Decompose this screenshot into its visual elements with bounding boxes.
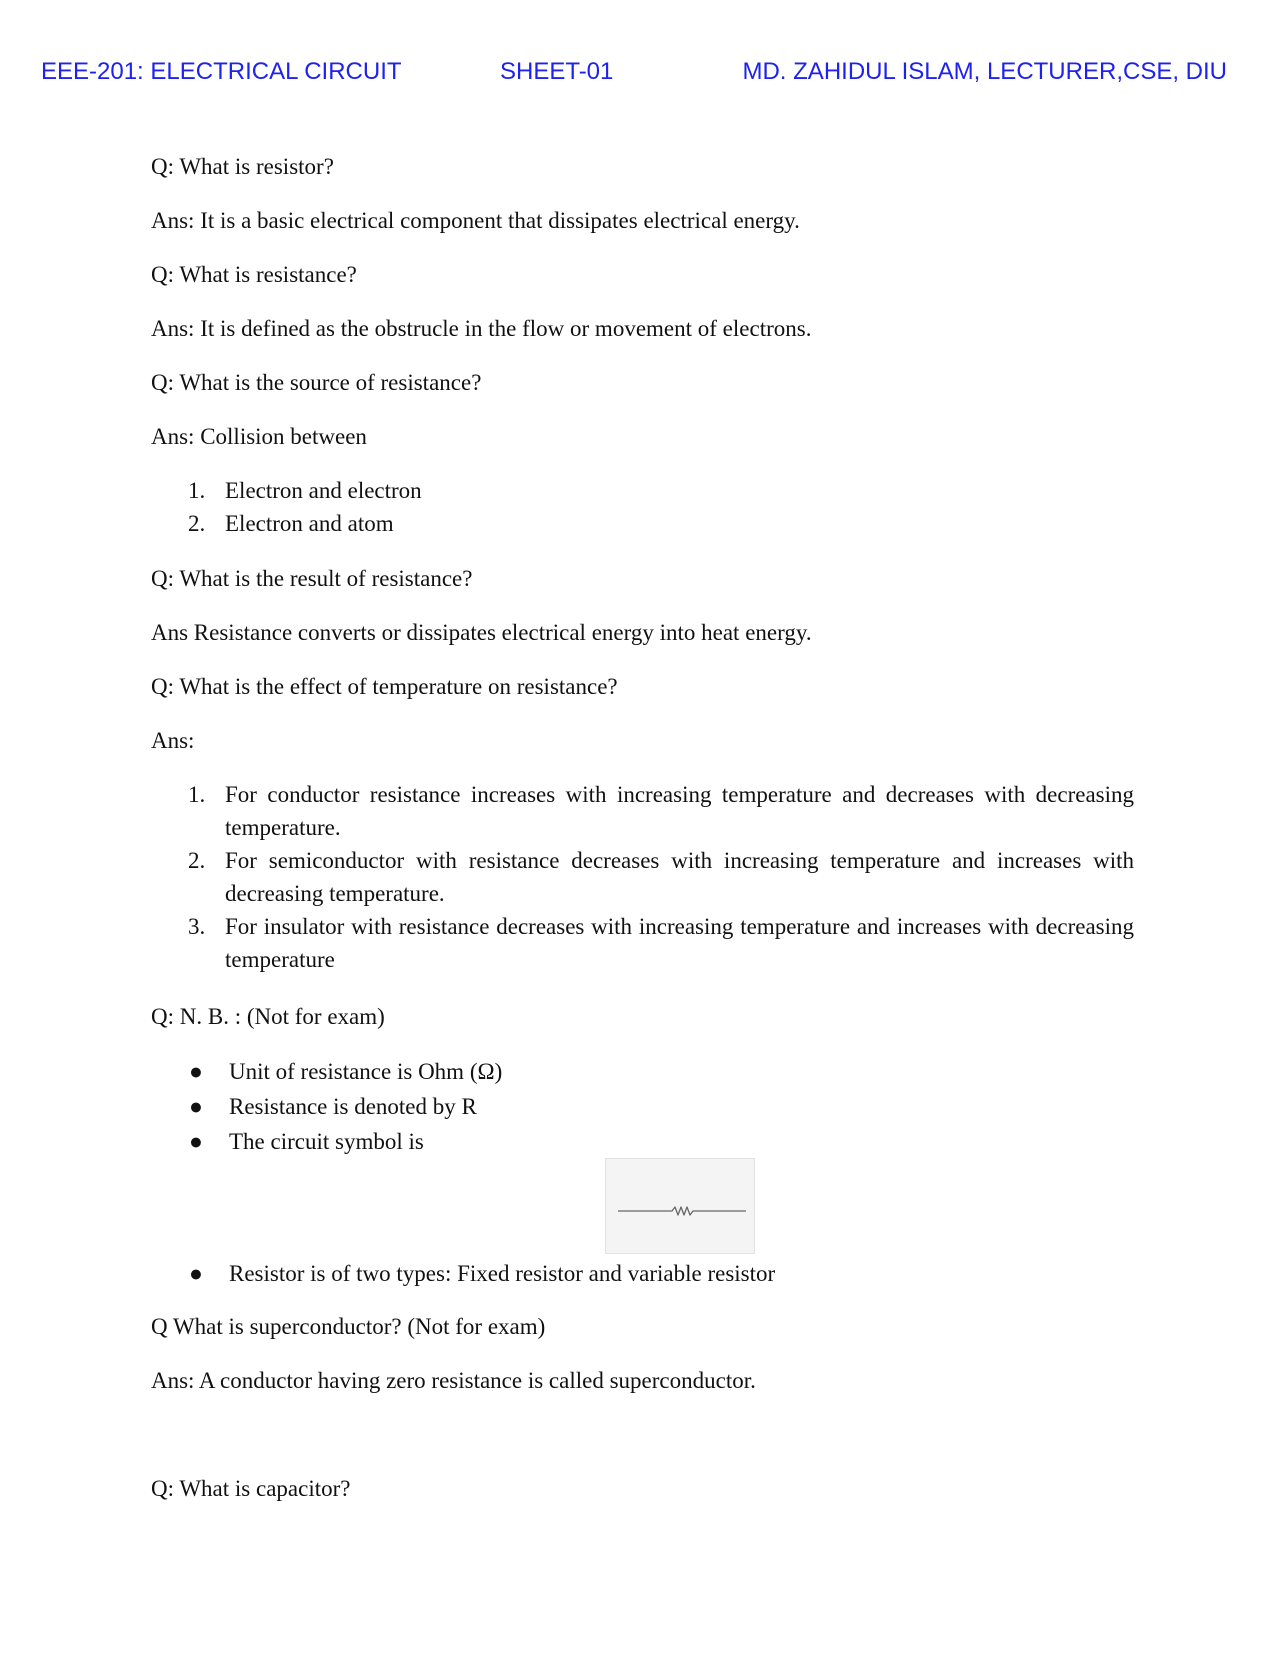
nb-list-continued xyxy=(188,1256,775,1291)
list-text: Electron and atom xyxy=(225,511,394,536)
list-number: 3. xyxy=(188,914,206,939)
nb-heading: Q: N. B. : (Not for exam) xyxy=(151,1004,385,1029)
bullet-text: The circuit symbol is xyxy=(229,1129,424,1154)
question-temperature: Q: What is the effect of temperature on resistance? xyxy=(151,674,618,699)
question-source: Q: What is the source of resistance? xyxy=(151,370,482,395)
course-title: EEE-201: ELECTRICAL CIRCUIT xyxy=(41,58,402,85)
list-item xyxy=(188,507,1134,540)
list-number: 2. xyxy=(188,848,206,873)
temperature-list xyxy=(188,778,1134,976)
answer-superconductor: Ans: A conductor having zero resistance is called superconductor. xyxy=(151,1368,756,1393)
resistor-symbol-image xyxy=(605,1158,755,1254)
page-header xyxy=(0,58,1280,94)
answer-resistance: Ans: It is defined as the obstrucle in the flow or movement of electrons. xyxy=(151,316,812,341)
list-item xyxy=(188,474,1134,507)
author-line: MD. ZAHIDUL ISLAM, LECTURER,CSE, DIU xyxy=(742,58,1227,85)
list-item xyxy=(188,778,1134,844)
answer-temperature-label: Ans: xyxy=(151,728,195,753)
bullet-text: Unit of resistance is Ohm (Ω) xyxy=(229,1059,503,1084)
question-resistor: Q: What is resistor? xyxy=(151,154,334,179)
question-capacitor: Q: What is capacitor? xyxy=(151,1476,351,1501)
bullet-icon: ● xyxy=(189,1261,203,1286)
list-text: For semiconductor with resistance decreases with increasing temperature and increases with decreasing temperature. xyxy=(225,848,1134,906)
source-list xyxy=(188,474,1134,540)
nb-list xyxy=(188,1054,502,1159)
answer-result: Ans Resistance converts or dissipates electrical energy into heat energy. xyxy=(151,620,812,645)
bullet-item xyxy=(188,1256,775,1291)
bullet-item xyxy=(188,1089,502,1124)
list-item xyxy=(188,844,1134,910)
answer-source: Ans: Collision between xyxy=(151,424,367,449)
list-item xyxy=(188,910,1134,976)
list-text: For conductor resistance increases with increasing temperature and decreases with decreasing temperature. xyxy=(225,782,1134,840)
resistor-symbol-icon xyxy=(606,1159,754,1253)
sheet-number: SHEET-01 xyxy=(500,58,614,85)
question-result: Q: What is the result of resistance? xyxy=(151,566,473,591)
list-text: For insulator with resistance decreases with increasing temperature and increases with decreasing temperature xyxy=(225,914,1134,972)
bullet-item xyxy=(188,1124,502,1159)
bullet-text: Resistance is denoted by R xyxy=(229,1094,477,1119)
bullet-icon: ● xyxy=(189,1129,203,1154)
bullet-text: Resistor is of two types: Fixed resistor and variable resistor xyxy=(229,1261,776,1286)
list-number: 2. xyxy=(188,511,206,536)
bullet-icon: ● xyxy=(189,1059,203,1084)
list-text: Electron and electron xyxy=(225,478,422,503)
answer-resistor: Ans: It is a basic electrical component that dissipates electrical energy. xyxy=(151,208,800,233)
question-superconductor: Q What is superconductor? (Not for exam) xyxy=(151,1314,546,1339)
bullet-item xyxy=(188,1054,502,1089)
list-number: 1. xyxy=(188,782,206,807)
list-number: 1. xyxy=(188,478,206,503)
question-resistance: Q: What is resistance? xyxy=(151,262,357,287)
bullet-icon: ● xyxy=(189,1094,203,1119)
